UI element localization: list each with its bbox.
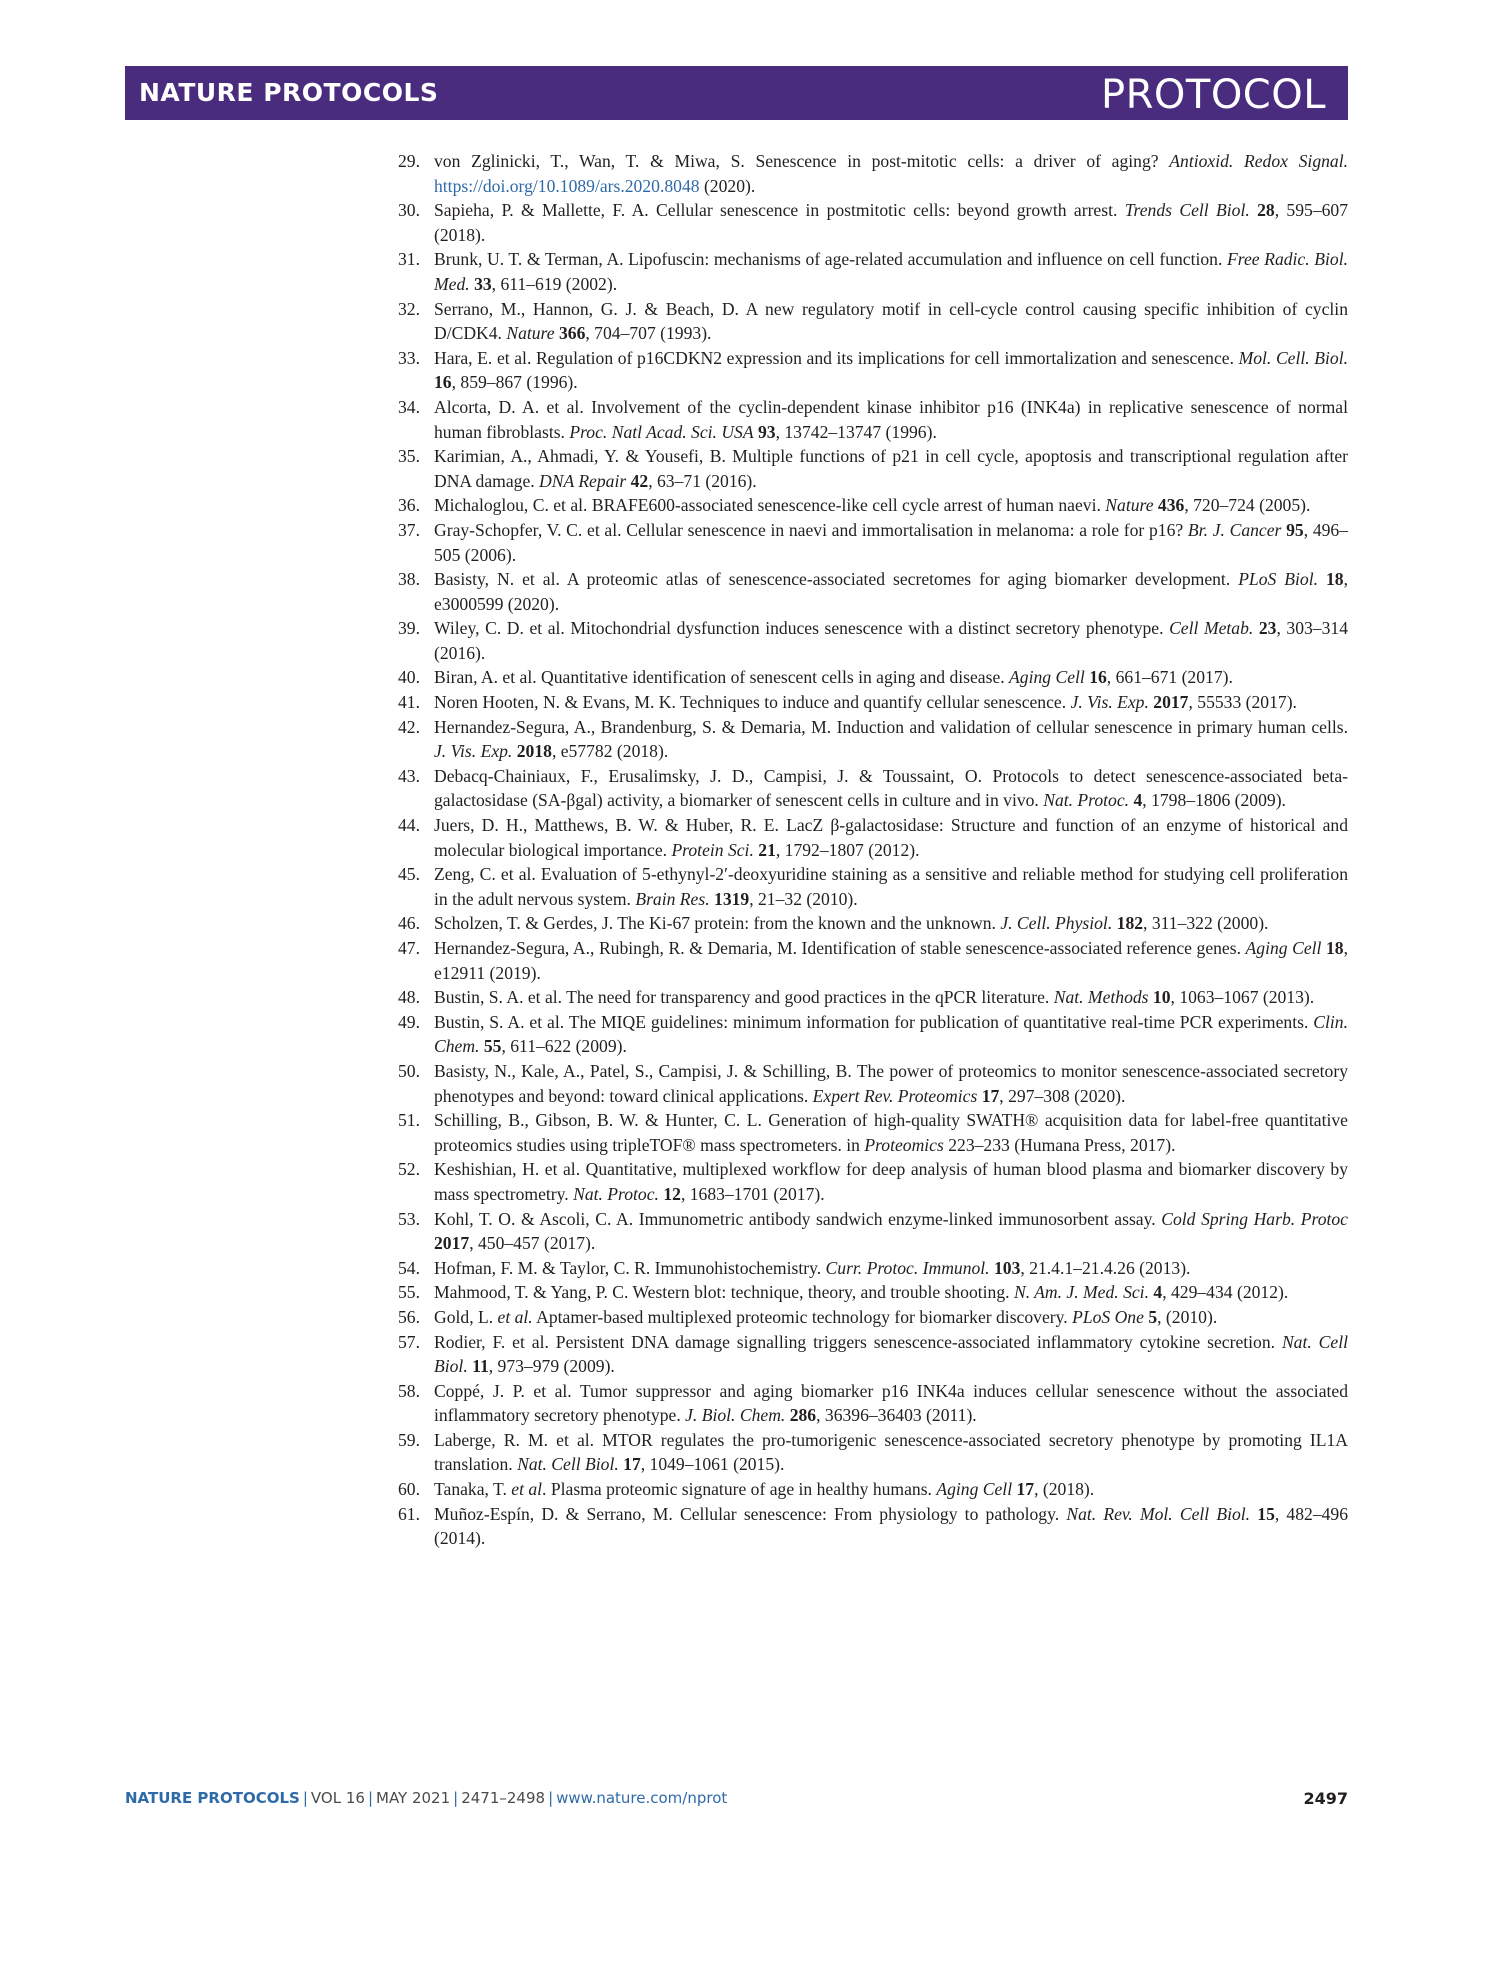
reference-item [398,1256,1348,1281]
reference-text: Coppé, J. P. et al. Tumor suppressor and aging biomarker p16 INK4a induces cellular senescence without the associated inflammatory secretory phenotype. J. Biol. Chem. 286, 36396–36403 (2011). [434,1380,1348,1426]
reference-number: 48. [398,987,420,1008]
reference-text: Bustin, S. A. et al. The need for transparency and good practices in the qPCR literature. Nat. Methods 10, 1063–1067 (2013). [434,987,1315,1008]
reference-text: Hernandez-Segura, A., Brandenburg, S. & Demaria, M. Induction and validation of cellular senescence in primary human cells. J. Vis. Exp. 2018, e57782 (2018). [434,716,1348,762]
footer-separator: | [453,1789,459,1807]
reference-number: 49. [398,1011,420,1032]
reference-number: 52. [398,1159,420,1180]
reference-number: 56. [398,1306,420,1327]
reference-number: 45. [398,864,420,885]
reference-item [398,1477,1348,1502]
reference-text: Hernandez-Segura, A., Rubingh, R. & Demaria, M. Identification of stable senescence-associated reference genes. Aging Cell 18, e12911 (2019). [434,938,1348,983]
reference-number: 29. [398,151,420,171]
reference-item [398,813,1348,862]
reference-number: 36. [398,495,420,516]
reference-number: 31. [398,249,420,270]
reference-text: Mahmood, T. & Yang, P. C. Western blot: technique, theory, and trouble shooting. N. Am. J. Med. Sci. 4, 429–434 (2012). [434,1282,1289,1303]
reference-list [398,149,1348,1551]
reference-text: Basisty, N. et al. A proteomic atlas of senescence-associated secretomes for aging biomarker development. PLoS Biol. 18, e3000599 (2020). [434,569,1348,614]
reference-item [398,1108,1348,1157]
reference-text: Biran, A. et al. Quantitative identification of senescent cells in aging and disease. Aging Cell 16, 661–671 (2017). [434,667,1233,688]
reference-number: 55. [398,1282,420,1303]
footer-journal[interactable]: NATURE PROTOCOLS [125,1789,300,1807]
reference-item [398,616,1348,665]
reference-text: Hara, E. et al. Regulation of p16CDKN2 expression and its implications for cell immortalization and senescence. Mol. Cell. Biol. 16, 859–867 (1996). [434,347,1348,393]
reference-item [398,1207,1348,1256]
reference-text: Scholzen, T. & Gerdes, J. The Ki-67 protein: from the known and the unknown. J. Cell. Physiol. 182, 311–322 (2000). [434,913,1269,934]
reference-item [398,149,1348,198]
reference-item [398,346,1348,395]
reference-text: Gray-Schopfer, V. C. et al. Cellular senescence in naevi and immortalisation in melanoma: a role for p16? Br. J. Cancer 95, 496–505 (2006). [434,519,1349,565]
footer-volume: VOL 16 [310,1789,365,1807]
reference-item [398,1280,1348,1305]
reference-text: Juers, D. H., Matthews, B. W. & Huber, R. E. LacZ β-galactosidase: Structure and function of an enzyme of historical and molecular biological importance. Protein Sci. 21, 1792–1807 (2012). [434,815,1348,860]
reference-number: 37. [398,519,420,540]
reference-number: 51. [398,1110,420,1131]
page-number: 2497 [1303,1789,1348,1808]
reference-number: 50. [398,1060,420,1081]
reference-item [398,690,1348,715]
reference-item [398,493,1348,518]
reference-item [398,985,1348,1010]
article-type: PROTOCOL [1100,72,1326,118]
reference-item [398,518,1348,567]
page-footer [125,1789,1348,1813]
reference-number: 30. [398,200,420,221]
reference-item [398,715,1348,764]
reference-item [398,1330,1348,1379]
reference-text: Laberge, R. M. et al. MTOR regulates the pro-tumorigenic senescence-associated secretory phenotype by promoting IL1A translation. Nat. Cell Biol. 17, 1049–1061 (2015). [434,1429,1348,1475]
reference-item [398,1059,1348,1108]
reference-item [398,1502,1348,1551]
reference-text: Tanaka, T. et al. Plasma proteomic signature of age in healthy humans. Aging Cell 17, (2018). [434,1479,1095,1500]
reference-text: Keshishian, H. et al. Quantitative, multiplexed workflow for deep analysis of human blood plasma and biomarker discovery by mass spectrometry. Nat. Protoc. 12, 1683–1701 (2017). [434,1159,1348,1204]
reference-text: Brunk, U. T. & Terman, A. Lipofuscin: mechanisms of age-related accumulation and influence on cell function. Free Radic. Biol. Med. 33, 611–619 (2002). [434,249,1348,294]
reference-text: Kohl, T. O. & Ascoli, C. A. Immunometric antibody sandwich enzyme-linked immunosorbent assay. Cold Spring Harb. Protoc 2017, 450–457 (2017). [434,1208,1348,1254]
footer-pages: 2471–2498 [461,1789,546,1807]
reference-text: Serrano, M., Hannon, G. J. & Beach, D. A new regulatory motif in cell-cycle control causing specific inhibition of cyclin D/CDK4. Nature 366, 704–707 (1993). [434,298,1348,344]
reference-item [398,1010,1348,1059]
reference-item [398,1157,1348,1206]
reference-number: 43. [398,765,420,786]
reference-text: Bustin, S. A. et al. The MIQE guidelines: minimum information for publication of quantitative real-time PCR experiments. Clin. Chem. 55, 611–622 (2009). [434,1011,1348,1057]
reference-text: von Zglinicki, T., Wan, T. & Miwa, S. Senescence in post-mitotic cells: a driver of aging? Antioxid. Redox Signal. https://doi.org/10.1089/ars.2020.8048 (2020). [434,151,1348,196]
reference-text: Hofman, F. M. & Taylor, C. R. Immunohistochemistry. Curr. Protoc. Immunol. 103, 21.4.1–21.4.26 (2013). [434,1257,1191,1278]
reference-item [398,198,1348,247]
reference-text: Noren Hooten, N. & Evans, M. K. Techniques to induce and quantify cellular senescence. J. Vis. Exp. 2017, 55533 (2017). [434,692,1297,713]
reference-number: 39. [398,618,420,639]
reference-number: 38. [398,569,420,590]
reference-text: Zeng, C. et al. Evaluation of 5-ethynyl-2′-deoxyuridine staining as a sensitive and reliable method for studying cell proliferation in the adult nervous system. Brain Res. 1319, 21–32 (2010). [434,864,1348,909]
reference-item [398,444,1348,493]
reference-text: Gold, L. et al. Aptamer-based multiplexed proteomic technology for biomarker discovery. PLoS One 5, (2010). [434,1306,1218,1327]
reference-text: Basisty, N., Kale, A., Patel, S., Campisi, J. & Schilling, B. The power of proteomics to monitor senescence-associated secretory phenotypes and beyond: toward clinical applications. Expert Rev. Proteomics 17, 297–308 (2020). [434,1060,1348,1106]
reference-item [398,862,1348,911]
footer-date: MAY 2021 [376,1789,451,1807]
reference-item [398,1428,1348,1477]
reference-text: Karimian, A., Ahmadi, Y. & Yousefi, B. Multiple functions of p21 in cell cycle, apoptosis and transcriptional regulation after DNA damage. DNA Repair 42, 63–71 (2016). [434,446,1348,491]
reference-item [398,395,1348,444]
reference-text: Alcorta, D. A. et al. Involvement of the cyclin-dependent kinase inhibitor p16 (INK4a) in replicative senescence of normal human fibroblasts. Proc. Natl Acad. Sci. USA 93, 13742–13747 (1996). [434,396,1348,442]
reference-number: 33. [398,347,420,368]
reference-number: 61. [398,1503,420,1524]
journal-header-bar [125,66,1348,120]
reference-number: 59. [398,1429,420,1450]
footer-url-link[interactable]: www.nature.com/nprot [556,1789,728,1807]
reference-item [398,764,1348,813]
reference-item [398,936,1348,985]
reference-number: 35. [398,446,420,467]
reference-number: 34. [398,396,420,417]
footer-separator: | [302,1789,308,1807]
reference-text: Rodier, F. et al. Persistent DNA damage signalling triggers senescence-associated inflammatory cytokine secretion. Nat. Cell Biol. 11, 973–979 (2009). [434,1331,1348,1377]
reference-number: 42. [398,716,420,737]
reference-text: Muñoz-Espín, D. & Serrano, M. Cellular senescence: From physiology to pathology. Nat. Rev. Mol. Cell Biol. 15, 482–496 (2014). [434,1503,1349,1549]
reference-number: 53. [398,1208,420,1229]
reference-item [398,665,1348,690]
reference-number: 57. [398,1331,420,1352]
reference-text: Sapieha, P. & Mallette, F. A. Cellular senescence in postmitotic cells: beyond growth arrest. Trends Cell Biol. 28, 595–607 (2018). [434,200,1349,245]
reference-item [398,911,1348,936]
reference-item [398,567,1348,616]
reference-text: Wiley, C. D. et al. Mitochondrial dysfunction induces senescence with a distinct secretory phenotype. Cell Metab. 23, 303–314 (2016). [434,618,1348,663]
footer-separator: | [367,1789,373,1807]
reference-item [398,1305,1348,1330]
reference-number: 58. [398,1380,420,1401]
reference-number: 54. [398,1257,420,1278]
reference-text: Debacq-Chainiaux, F., Erusalimsky, J. D., Campisi, J. & Toussaint, O. Protocols to detect senescence-associated beta-galactosidase (SA-βgal) activity, a biomarker of senescent cells in culture and in vivo. Nat. Protoc. 4, 1798–1806 (2009). [434,765,1348,811]
reference-number: 40. [398,667,420,688]
reference-number: 47. [398,938,420,958]
reference-item [398,297,1348,346]
reference-item [398,1379,1348,1428]
reference-item [398,247,1348,296]
reference-number: 32. [398,298,420,319]
journal-name: NATURE PROTOCOLS [139,78,439,107]
reference-number: 41. [398,692,420,713]
reference-text: Michaloglou, C. et al. BRAFE600-associated senescence-like cell cycle arrest of human naevi. Nature 436, 720–724 (2005). [434,495,1311,516]
reference-number: 60. [398,1479,420,1500]
doi-link[interactable]: https://doi.org/10.1089/ars.2020.8048 [434,175,700,196]
footer-separator: | [548,1789,554,1807]
reference-number: 46. [398,913,420,934]
reference-number: 44. [398,815,420,836]
reference-text: Schilling, B., Gibson, B. W. & Hunter, C. L. Generation of high-quality SWATH® acquisition data for label-free quantitative proteomics studies using tripleTOF® mass spectrometers. in Proteomics 223–233 (Humana Press, 2017). [434,1110,1348,1155]
